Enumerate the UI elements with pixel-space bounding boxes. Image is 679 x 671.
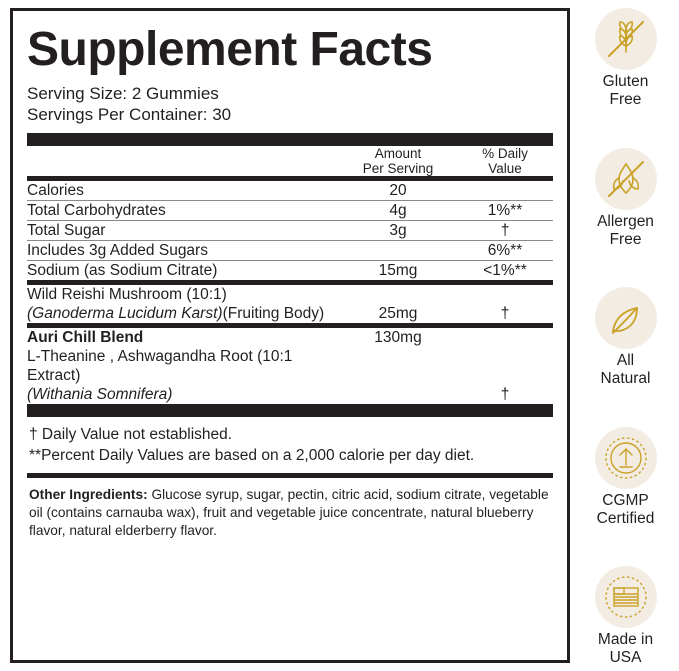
ingredient-name: Wild Reishi Mushroom (10:1) — [27, 286, 227, 303]
badge-allergen-free — [578, 148, 674, 249]
row-daily-value: † — [500, 222, 510, 239]
row-label: Calories — [27, 182, 84, 199]
header-dv-line2: Value — [488, 161, 522, 176]
badge-caption-line2: Free — [609, 91, 642, 108]
badge-caption — [597, 213, 654, 249]
row-amount: 4g — [389, 202, 407, 219]
table-row — [27, 221, 553, 240]
header-amount-line1: Amount — [374, 146, 422, 161]
row-label: Includes 3g Added Sugars — [27, 242, 208, 259]
blend-daily-value — [457, 328, 553, 347]
badge-caption-line2: Natural — [600, 370, 651, 387]
badge-caption-line2: Certified — [596, 509, 655, 527]
badge-column — [578, 0, 679, 671]
table-row — [27, 261, 553, 280]
allergen-crossed-icon — [595, 148, 657, 210]
row-label: Sodium (as Sodium Citrate) — [27, 262, 218, 279]
badge-caption-line1: CGMP — [602, 491, 649, 509]
servings-per-container-text: Servings Per Container: 30 — [27, 105, 232, 124]
blend-name: Auri Chill Blend — [27, 329, 144, 346]
badge-caption-line1: All — [616, 352, 635, 369]
badge-made-in-usa — [578, 566, 674, 667]
row-label: Total Carbohydrates — [27, 202, 166, 219]
header-daily-value — [457, 146, 553, 176]
blend-detail-line1: L-Theanine , Ashwagandha Root (10:1 Extract) — [27, 348, 293, 384]
table-row — [27, 201, 553, 220]
leaf-icon — [595, 287, 657, 349]
badge-caption-line2: USA — [609, 649, 642, 666]
badge-caption-line1: Gluten — [602, 73, 649, 90]
row-label: Total Sugar — [27, 222, 106, 239]
badge-all-natural — [578, 287, 674, 388]
footnotes — [27, 417, 553, 473]
supplement-facts-panel — [10, 8, 570, 663]
blend-amount: 130mg — [374, 329, 422, 346]
other-ingredients — [27, 478, 553, 542]
table-row — [27, 181, 553, 200]
badge-caption-line1: Made in — [597, 631, 654, 648]
blend-detail-latin: (Withania Somnifera) — [27, 386, 173, 403]
ingredient-latin-name: (Ganoderma Lucidum Karst) — [27, 305, 223, 322]
row-amount: 20 — [389, 182, 407, 199]
badge-caption — [603, 73, 649, 109]
row-amount: 3g — [389, 222, 407, 239]
badge-caption-line1: Allergen — [597, 212, 654, 230]
blend-row — [27, 328, 553, 404]
other-ingredients-label: Other Ingredients: — [29, 487, 148, 502]
row-amount: 15mg — [378, 262, 418, 279]
header-amount — [339, 146, 457, 176]
badge-caption — [597, 492, 655, 528]
header-dv-line1: % Daily — [482, 146, 528, 161]
badge-caption — [601, 352, 651, 388]
badge-cgmp-certified — [578, 427, 674, 528]
row-amount — [339, 241, 457, 260]
ingredient-amount: 25mg — [378, 305, 418, 322]
badge-gluten-free — [578, 8, 674, 109]
row-daily-value — [457, 181, 553, 200]
certificate-seal-icon — [595, 427, 657, 489]
divider-thick-bottom — [27, 404, 553, 417]
table-header-row — [27, 146, 553, 176]
wheat-crossed-icon — [595, 8, 657, 70]
page-title: Supplement Facts — [27, 23, 433, 76]
serving-size-text: Serving Size: 2 Gummies — [27, 84, 219, 103]
row-daily-value: 1%** — [487, 202, 523, 219]
nutrition-table — [27, 146, 553, 176]
ingredient-row — [27, 285, 553, 323]
footnote-dagger: † Daily Value not established. — [29, 426, 233, 443]
divider-thick-top — [27, 133, 553, 146]
usa-flag-seal-icon — [595, 566, 657, 628]
blend-detail-daily-value: † — [500, 386, 510, 403]
table-row — [27, 241, 553, 260]
ingredient-daily-value: † — [500, 305, 510, 322]
ingredient-part: (Fruiting Body) — [222, 305, 325, 322]
header-amount-line2: Per Serving — [362, 161, 434, 176]
row-daily-value: 6%** — [487, 242, 523, 259]
other-ingredients-text: Glucose syrup, sugar, pectin, citric acid, sodium citrate, vegetable oil (contains carnauba wax), fruit and vegetable juice concentrate, natural blueberry flavor, natural elderberry flavor. — [29, 487, 549, 538]
row-daily-value: <1%** — [483, 262, 527, 279]
badge-caption-line2: Free — [609, 230, 642, 248]
badge-caption — [598, 631, 653, 667]
footnote-percent: **Percent Daily Values are based on a 2,000 calorie per day diet. — [29, 447, 475, 464]
